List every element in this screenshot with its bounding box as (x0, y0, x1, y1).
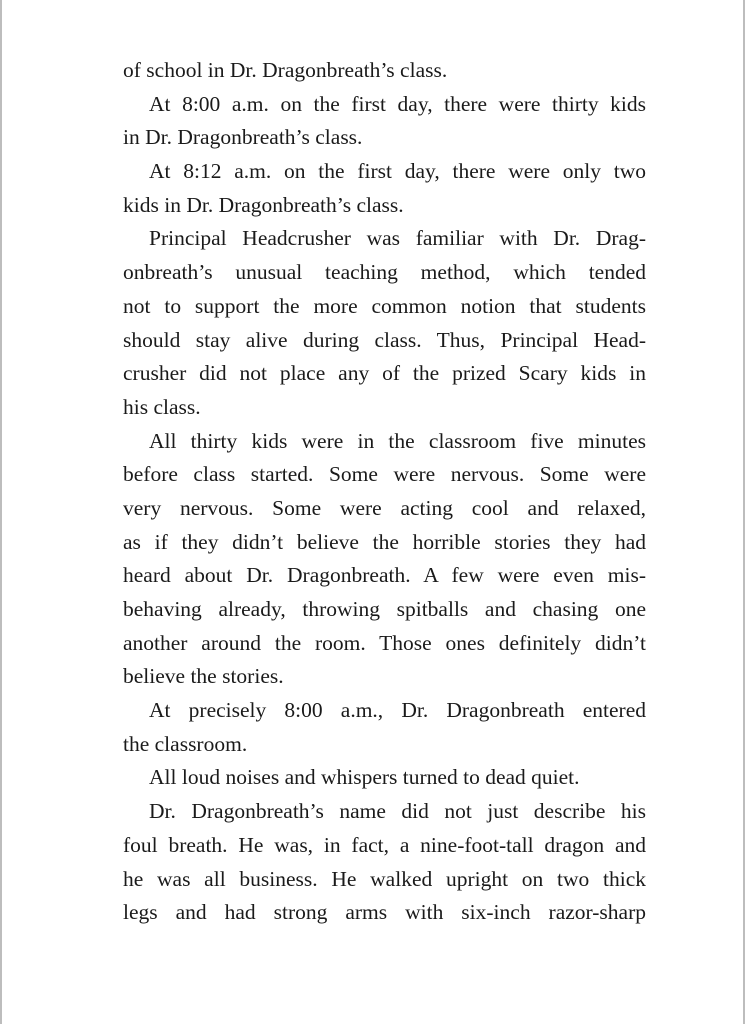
text-line: At 8:00 a.m. on the first day, there were thirty kids (149, 91, 646, 116)
text-line: crusher did not place any of the prized Scary kids in (123, 361, 646, 386)
text-line: the classroom. (123, 731, 248, 756)
text-line: believe the stories. (123, 664, 284, 689)
text-line: At precisely 8:00 a.m., Dr. Dragonbreath entered (149, 698, 646, 723)
text-line: before class started. Some were nervous. Some were (123, 462, 646, 487)
text-line: in Dr. Dragonbreath’s class. (123, 125, 363, 150)
text-line: legs and had strong arms with six-inch razor-sharp (123, 900, 646, 925)
text-line: he was all business. He walked upright on two thick (123, 866, 646, 891)
text-line: foul breath. He was, in fact, a nine-foot-tall dragon and (123, 832, 646, 857)
text-line: Dr. Dragonbreath’s name did not just describe his (149, 799, 646, 824)
text-line: onbreath’s unusual teaching method, which tended (123, 260, 646, 285)
text-line: of school in Dr. Dragonbreath’s class. (123, 58, 448, 82)
text-line: another around the room. Those ones definitely didn’t (123, 630, 646, 655)
text-line: All thirty kids were in the classroom five minutes (149, 428, 646, 453)
text-line: behaving already, throwing spitballs and chasing one (123, 597, 646, 621)
text-line: not to support the more common notion that students (123, 293, 646, 318)
text-line: heard about Dr. Dragonbreath. A few were even mis- (123, 563, 646, 588)
text-line: very nervous. Some were acting cool and relaxed, (123, 495, 646, 520)
text-line: All loud noises and whispers turned to dead quiet. (149, 765, 580, 790)
text-line: At 8:12 a.m. on the first day, there were only two (149, 159, 646, 184)
text-line: kids in Dr. Dragonbreath’s class. (123, 192, 404, 217)
text-line: as if they didn’t believe the horrible stories they had (123, 529, 646, 554)
text-line: his class. (123, 394, 201, 419)
text-line: should stay alive during class. Thus, Principal Head- (123, 327, 646, 352)
body-text (123, 54, 646, 930)
text-line: Principal Headcrusher was familiar with Dr. Drag- (149, 226, 646, 251)
